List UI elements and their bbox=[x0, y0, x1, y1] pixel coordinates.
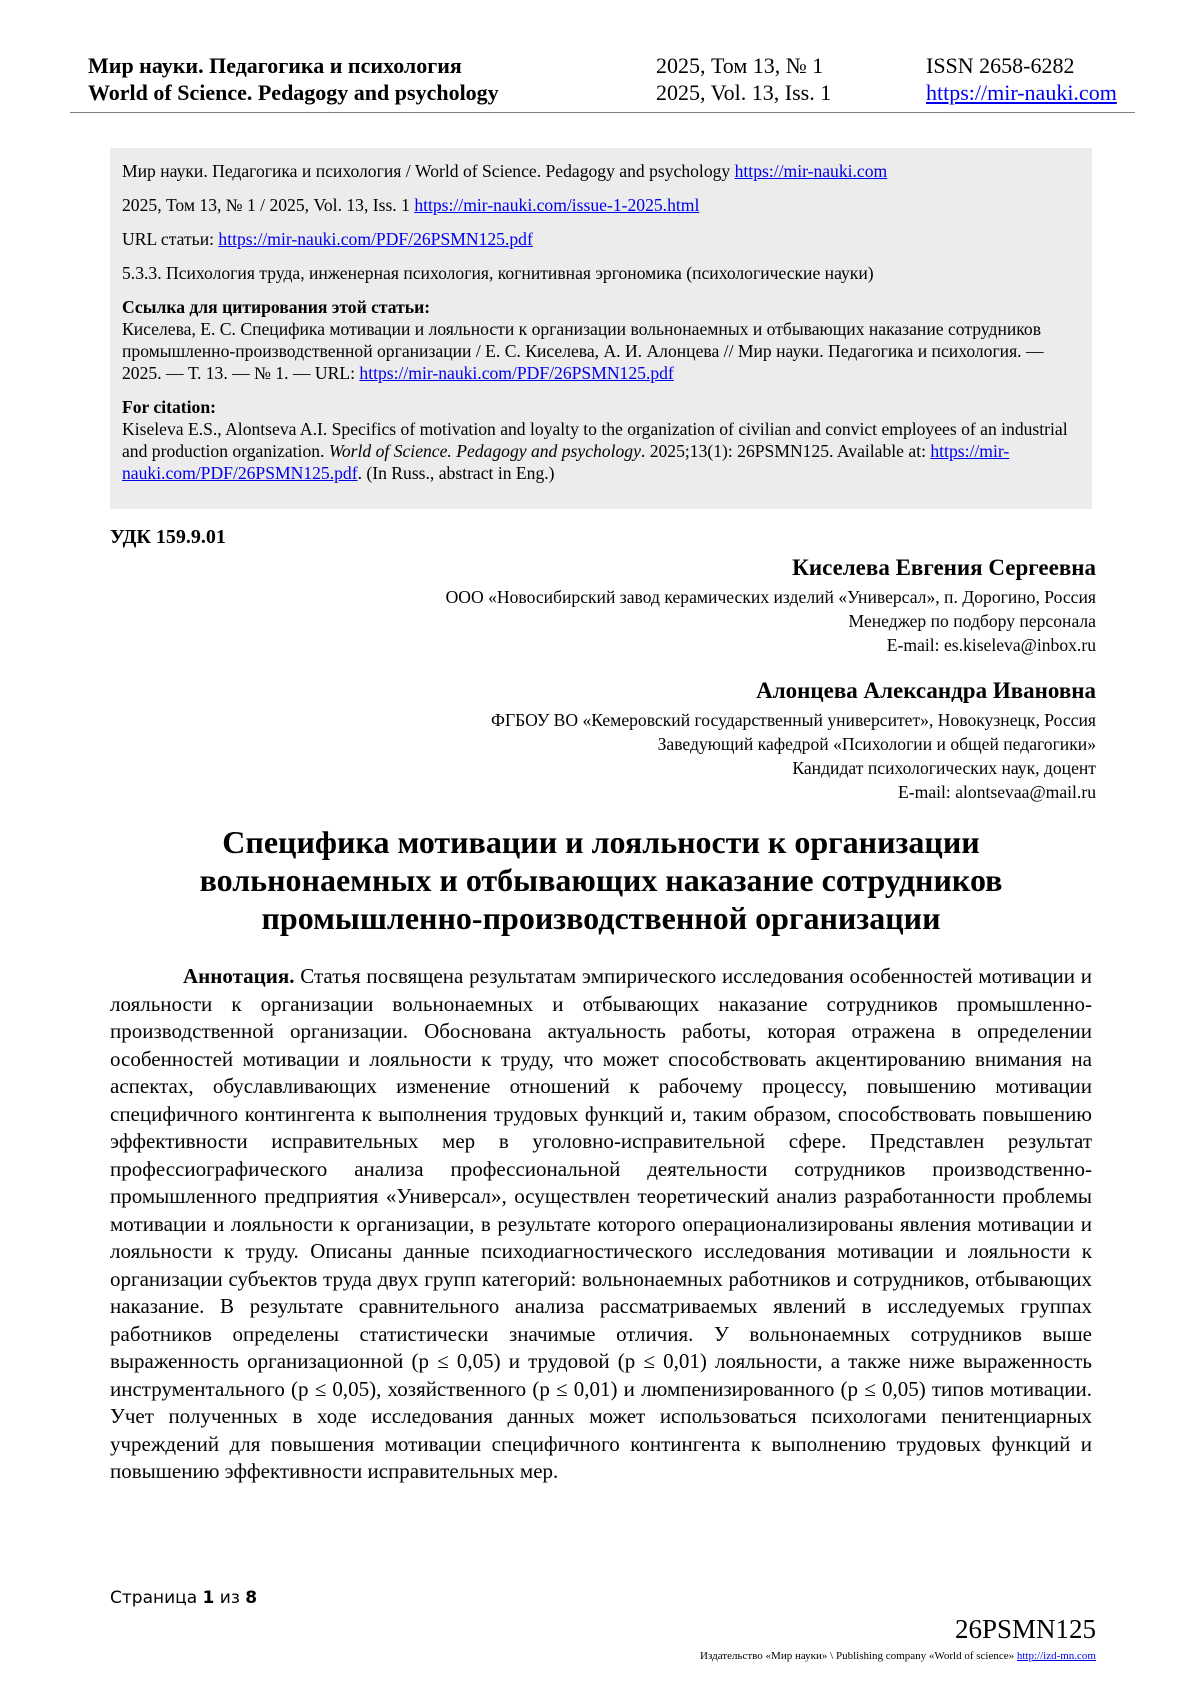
author-position: Заведующий кафедрой «Психологии и общей педагогики» bbox=[657, 734, 1096, 754]
journal-link[interactable]: https://mir-nauki.com bbox=[734, 161, 888, 181]
publisher-link[interactable]: http://izd-mn.com bbox=[1016, 1650, 1096, 1662]
issue-line-text: 2025, Том 13, № 1 / 2025, Vol. 13, Iss. 1 bbox=[122, 195, 415, 215]
citation-en-text-a: Kiseleva E.S., Alontseva A.I. Specifics of motivation and loyalty to the organization of civilian and convict employees of an industrial and production organization. bbox=[122, 419, 1068, 461]
citation-en-label: For citation: bbox=[122, 397, 216, 417]
publisher-text: Издательство «Мир науки» \ Publishing company «World of science» bbox=[700, 1650, 1017, 1662]
issue-ru: 2025, Том 13, № 1 bbox=[656, 53, 824, 78]
page-total: 8 bbox=[245, 1588, 258, 1608]
page-prefix: Страница bbox=[110, 1588, 203, 1608]
title-line: Специфика мотивации и лояльности к организации bbox=[222, 824, 980, 860]
author-degree: Кандидат психологических наук, доцент bbox=[792, 758, 1096, 778]
author-position: Менеджер по подбору персонала bbox=[848, 611, 1096, 631]
citation-ru-link[interactable]: https://mir-nauki.com/PDF/26PSMN125.pdf bbox=[359, 363, 674, 383]
publisher-line bbox=[700, 1650, 1096, 1662]
author-affiliation: ФГБОУ ВО «Кемеровский государственный университет», Новокузнецк, Россия bbox=[491, 710, 1096, 730]
author-block-2 bbox=[491, 676, 1096, 804]
issn: ISSN 2658-6282 bbox=[926, 53, 1075, 78]
author-block-1 bbox=[446, 553, 1096, 657]
author-name: Алонцева Александра Ивановна bbox=[756, 678, 1096, 703]
udk-code: УДК 159.9.01 bbox=[110, 526, 226, 548]
citation-ru bbox=[122, 318, 1080, 384]
article-url-link[interactable]: https://mir-nauki.com/PDF/26PSMN125.pdf bbox=[218, 229, 533, 249]
journal-title-en: World of Science. Pedagogy and psychology bbox=[88, 80, 499, 105]
citation-en-text-c: . (In Russ., abstract in Eng.) bbox=[357, 463, 555, 483]
page-current: 1 bbox=[202, 1588, 215, 1608]
citation-ru-text: Киселева, Е. С. Специфика мотивации и лояльности к организации вольнонаемных и отбывающих наказание сотрудников промышленно-производственной организации / Е. С. Киселева, А. И. Алонцева // Мир науки. Педагогика и психология. — 2025. — Т. 13. — № 1. — URL: bbox=[122, 319, 1044, 383]
abstract-label: Аннотация. bbox=[183, 964, 295, 988]
article-url-label: URL статьи: bbox=[122, 229, 219, 249]
citation-en-journal: World of Science. Pedagogy and psychology bbox=[328, 441, 641, 461]
article-url-line bbox=[122, 228, 1080, 250]
journal-site-link[interactable]: https://mir-nauki.com bbox=[926, 80, 1117, 105]
author-affiliation: ООО «Новосибирский завод керамических изделий «Универсал», п. Дорогино, Россия bbox=[445, 587, 1096, 607]
citation-info-box bbox=[110, 148, 1092, 509]
article-code: 26PSMN125 bbox=[954, 1614, 1096, 1644]
running-header bbox=[88, 52, 1118, 106]
specialty-line: 5.3.3. Психология труда, инженерная психология, когнитивная эргономика (психологические науки) bbox=[122, 263, 874, 283]
page-counter bbox=[110, 1588, 257, 1608]
article-title bbox=[110, 823, 1092, 937]
title-line: промышленно-производственной организации bbox=[261, 900, 941, 936]
issue-en: 2025, Vol. 13, Iss. 1 bbox=[656, 80, 832, 105]
author-name: Киселева Евгения Сергеевна bbox=[792, 555, 1096, 580]
citation-en-link[interactable]: https://mir-nauki.com/PDF/26PSMN125.pdf bbox=[122, 441, 1010, 483]
citation-ru-label: Ссылка для цитирования этой статьи: bbox=[122, 297, 431, 317]
abstract bbox=[110, 963, 1092, 1486]
author-email: E-mail: es.kiseleva@inbox.ru bbox=[886, 635, 1096, 655]
journal-line bbox=[122, 160, 1080, 182]
citation-en-text-b: . 2025;13(1): 26PSMN125. Available at: bbox=[640, 441, 931, 461]
issue-link[interactable]: https://mir-nauki.com/issue-1-2025.html bbox=[414, 195, 700, 215]
title-line: вольнонаемных и отбывающих наказание сотрудников bbox=[199, 862, 1003, 898]
abstract-text: Статья посвящена результатам эмпирического исследования особенностей мотивации и лояльности к организации вольнонаемных и отбывающих наказание сотрудников промышленно-производственной организации. Обоснована актуальность работы, которая отражена в определении особенностей мотивации и лояльности к труду, что может способствовать акцентированию внимания на аспектах, обуславливающих изменение отношений к рабочему процессу, повышению мотивации специфичного контингента к выполнения трудовых функций и, таким образом, способствовать повышению эффективности исправительных мер в уголовно-исправительной сфере. Представлен результат профессиографического анализа профессиональной деятельности сотрудников производственно-промышленного предприятия «Универсал», осуществлен теоретический анализ разработанности проблемы мотивации и лояльности к организации, в результате которого операционализированы явления мотивации и лояльности к труду. Описаны данные психодиагностического исследования мотивации и лояльности к организации субъектов труда двух групп категорий: вольнонаемных работников и сотрудников, отбывающих наказание. В результате сравнительного анализа рассматриваемых явлений в исследуемых группах работников определены статистически значимые отличия. У вольнонаемных сотрудников выше выраженность организационной (p ≤ 0,05) и трудовой (p ≤ 0,01) лояльности, а также ниже выраженность инструментального (p ≤ 0,05), хозяйственного (p ≤ 0,01) и люмпенизированного (p ≤ 0,05) типов мотивации. Учет полученных в ходе исследования данных может использоваться психологами пенитенциарных учреждений для повышения мотивации специфичного контингента к выполнению трудовых функций и повышению эффективности исправительных мер. bbox=[110, 964, 1092, 1483]
journal-title-ru: Мир науки. Педагогика и психология bbox=[88, 53, 462, 78]
issue-line bbox=[122, 194, 1080, 216]
header-divider bbox=[70, 112, 1135, 113]
author-email: E-mail: alontsevaa@mail.ru bbox=[898, 782, 1096, 802]
page-mid: из bbox=[214, 1588, 246, 1608]
journal-line-text: Мир науки. Педагогика и психология / World of Science. Pedagogy and psychology bbox=[122, 161, 735, 181]
citation-en bbox=[122, 418, 1080, 484]
